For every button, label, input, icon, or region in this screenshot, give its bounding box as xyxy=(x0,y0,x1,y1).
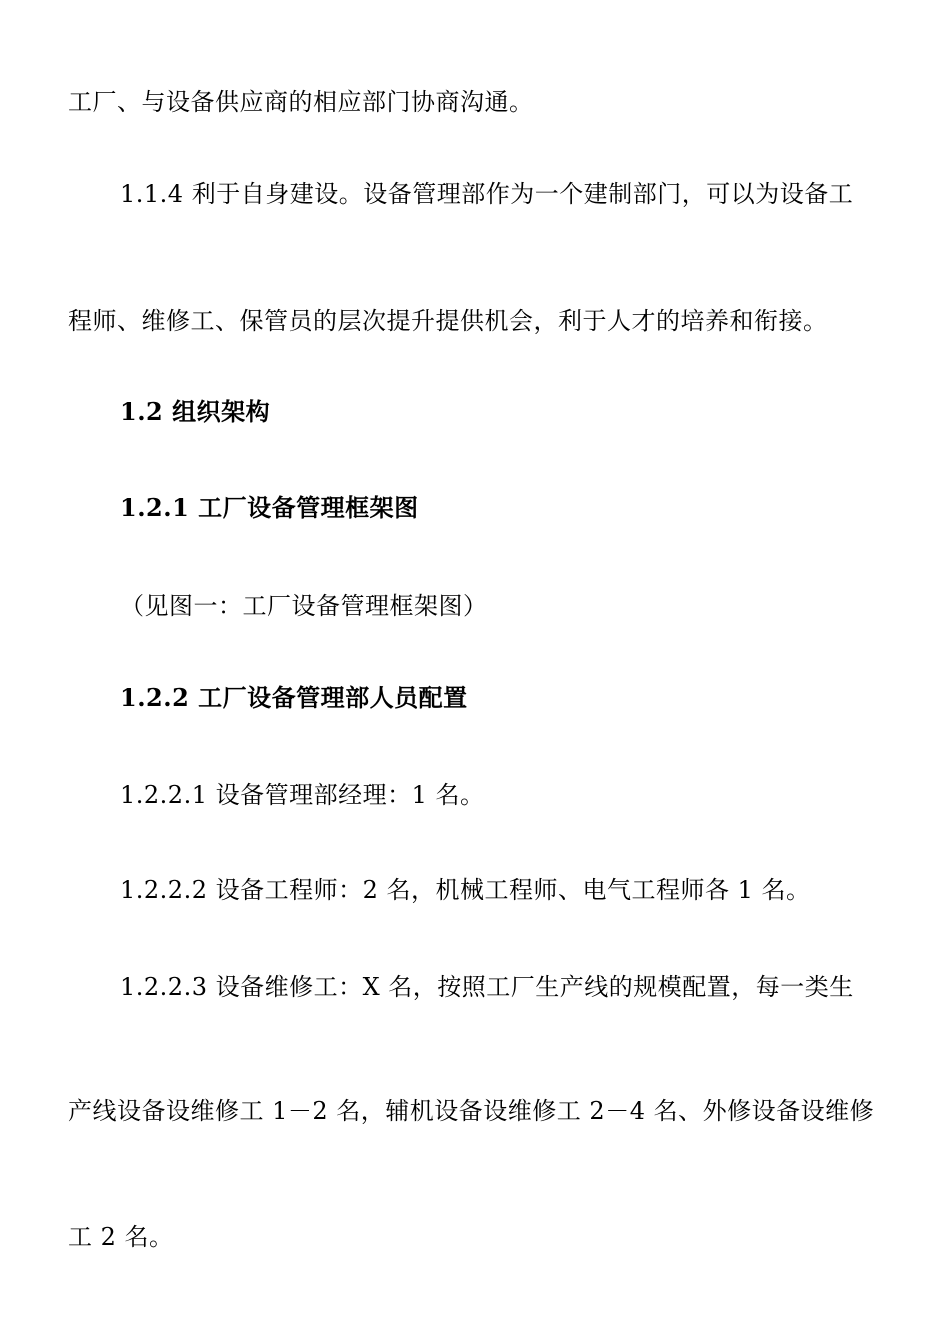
paragraph-line-3: 程师、维修工、保管员的层次提升提供机会，利于人才的培养和衔接。 xyxy=(68,307,828,335)
list-item-1-2-2-1: 1.2.2.1 设备管理部经理：1 名。 xyxy=(120,781,485,809)
section-heading-1-2-1: 1.2.1 工厂设备管理框架图 xyxy=(120,493,419,522)
paragraph-line-2: 1.1.4 利于自身建设。设备管理部作为一个建制部门，可以为设备工 xyxy=(120,180,854,208)
section-heading-1-2: 1.2 组织架构 xyxy=(120,397,271,426)
paragraph-line-1: 工厂、与设备供应商的相应部门协商沟通。 xyxy=(68,88,534,116)
paragraph-line-final: 工 2 名。 xyxy=(68,1223,174,1251)
figure-reference: （见图一：工厂设备管理框架图） xyxy=(120,592,488,620)
section-heading-1-2-2: 1.2.2 工厂设备管理部人员配置 xyxy=(120,683,468,712)
paragraph-line-continued: 产线设备设维修工 1－2 名，辅机设备设维修工 2－4 名、外修设备设维修 xyxy=(68,1097,875,1125)
list-item-1-2-2-2: 1.2.2.2 设备工程师：2 名，机械工程师、电气工程师各 1 名。 xyxy=(120,876,811,904)
list-item-1-2-2-3: 1.2.2.3 设备维修工：X 名，按照工厂生产线的规模配置，每一类生 xyxy=(120,973,854,1001)
